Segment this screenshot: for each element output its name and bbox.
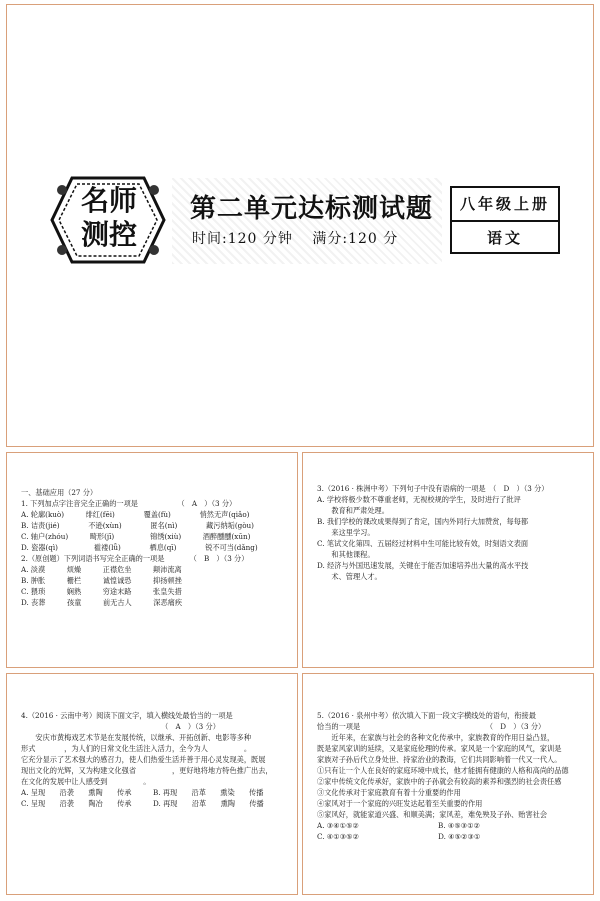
text-line: 教育和严肃处理。: [317, 506, 389, 515]
text-line: 和其他课程。: [317, 550, 375, 559]
text-line: C. 笔试文化第四、五届经过材料中生可能比较有效，时刻语文表面: [317, 539, 529, 548]
text-line: A. 轮廓(kuò) 绯红(fēi) 覆盖(fù) 悄然无声(qiǎo): [21, 510, 250, 519]
text-line: ③文化传承对于家庭教育有着十分重要的作用: [317, 788, 461, 797]
text-line: 4.（2016 · 云南中考）阅读下面文字，填入横线处最恰当的一项是: [21, 711, 233, 720]
exam-meta: [192, 228, 412, 248]
text-line: 形式 ，为人们的日常文化生活注入活力，全今为人 。: [21, 744, 252, 753]
text-line: C. ④①③⑤② D. ④⑤②③①: [317, 832, 481, 841]
badge-text: 名师 测控: [80, 184, 137, 251]
slide-question-4: [6, 673, 298, 895]
slide-text: [21, 710, 287, 809]
text-line: C. 猥琐 娴熟 穷途末路 张皇失措: [21, 587, 182, 596]
text-line: A. 淡漠 烦燥 正襟危坐 颠沛流离: [21, 565, 182, 574]
text-line: 现出文化的光辉，又为构建文化强省 ，更好地将地方特色推广出去，: [21, 766, 273, 775]
text-line: 5.（2016 · 泉州中考）依次填入下面一段文字横线处的语句，衔接最: [317, 711, 536, 720]
text-line: 它充分显示了艺术强大的感召力，使人们热爱生活并善于用心灵发现美，既展: [21, 755, 266, 764]
text-line: 来这里学习。: [317, 528, 375, 537]
page-title: 第二单元达标测试题: [190, 194, 434, 224]
slide-question-3: [302, 452, 594, 668]
subject-label: 语文: [486, 229, 523, 247]
text-line: 一、基础应用（27 分）: [21, 488, 98, 497]
text-line: D. 丧葬 孩童 前无古人 深恶痛疾: [21, 598, 183, 607]
text-line: 恰当的一项是 （ D ）（3 分）: [317, 722, 546, 731]
text-line: C. 呈现 沿袭 陶冶 传承 D. 再现 沿革 熏陶 传播: [21, 799, 264, 808]
text-line: 近年来，在家族与社会的各种文化传承中，家族教育的作用日益凸显，: [317, 733, 555, 742]
text-line: ⑤家风好，就能家道兴盛、和顺美满；家风差，难免殃及子孙、贻害社会: [317, 810, 548, 819]
text-line: 1. 下列加点字注音完全正确的一项是 （ A ）（3 分）: [21, 499, 237, 508]
text-line: A. 呈现 沿袭 熏陶 传承 B. 再现 沿革 熏染 传播: [21, 788, 264, 797]
text-line: B. 诘责(jié) 不逊(xùn) 匿名(nì) 藏污纳垢(gòu): [21, 521, 254, 530]
text-line: ②家中传统文化传承好，家族中的子孙就会有较高的素养和强烈的社会责任感: [317, 777, 562, 786]
text-line: ④家风对于一个家庭的兴旺发达起着至关重要的作用: [317, 799, 483, 808]
grade-label: 八年级上册: [452, 188, 558, 222]
text-line: C. 轴户(zhóu) 畸形(jī) 锦绣(xiù) 酒醉醺醺(xūn): [21, 532, 251, 541]
text-line: 2.（原创题）下列词语书写完全正确的一项是 （ B ）（3 分）: [21, 554, 249, 563]
text-line: 3.（2016 · 株洲中考）下列句子中没有语病的一项是 （ D ）（3 分）: [317, 484, 549, 493]
grade-subject-box: [450, 186, 560, 254]
text-line: （ A ）（3 分）: [21, 722, 220, 731]
text-line: 安庆市黄梅戏艺术节是在发展传统，以继承、开拓创新、电影等多种: [21, 733, 252, 742]
text-line: B. 我们学校的课改成果得到了肯定，国内外同行大加赞赏，每每都: [317, 517, 529, 526]
text-line: ①只有让一个人在良好的家庭环境中成长，他才能拥有健康的人格和高尚的品德: [317, 766, 569, 775]
text-line: 在文化的发展中让人感受到 。: [21, 777, 151, 786]
text-line: B. 肿胀 栅栏 诚惶诚恐 抑扬顿挫: [21, 576, 182, 585]
text-line: 术、管理人才。: [317, 572, 382, 581]
slide-text: [317, 483, 583, 582]
exam-score: 满分:120 分: [312, 231, 399, 247]
slide-text: [317, 710, 583, 842]
text-line: A. ③④①⑤② B. ④⑤③①②: [317, 821, 481, 830]
exam-time: 时间:120 分钟: [192, 231, 293, 247]
slide-basic-application: [6, 452, 298, 668]
slide-text: [21, 487, 287, 608]
text-line: D. 经济与外国迅速发展，关键在于能否加速培养出大量的高水平技: [317, 561, 529, 570]
text-line: 既是家风家训的延续，又是家庭伦理的传承。家风是一个家庭的风气，家训是: [317, 744, 562, 753]
slide-question-5: [302, 673, 594, 895]
text-line: D. 瓷器(qì) 褴褛(lǚ) 栖息(qī) 锐不可当(dǎng): [21, 543, 258, 552]
text-line: 家族对子孙后代立身处世、持家治业的教诲，它们共同影响着一代又一代人。: [317, 755, 562, 764]
text-line: A. 学校将极少数不尊重老师，无视校规的学生，及时进行了批评: [317, 495, 521, 504]
